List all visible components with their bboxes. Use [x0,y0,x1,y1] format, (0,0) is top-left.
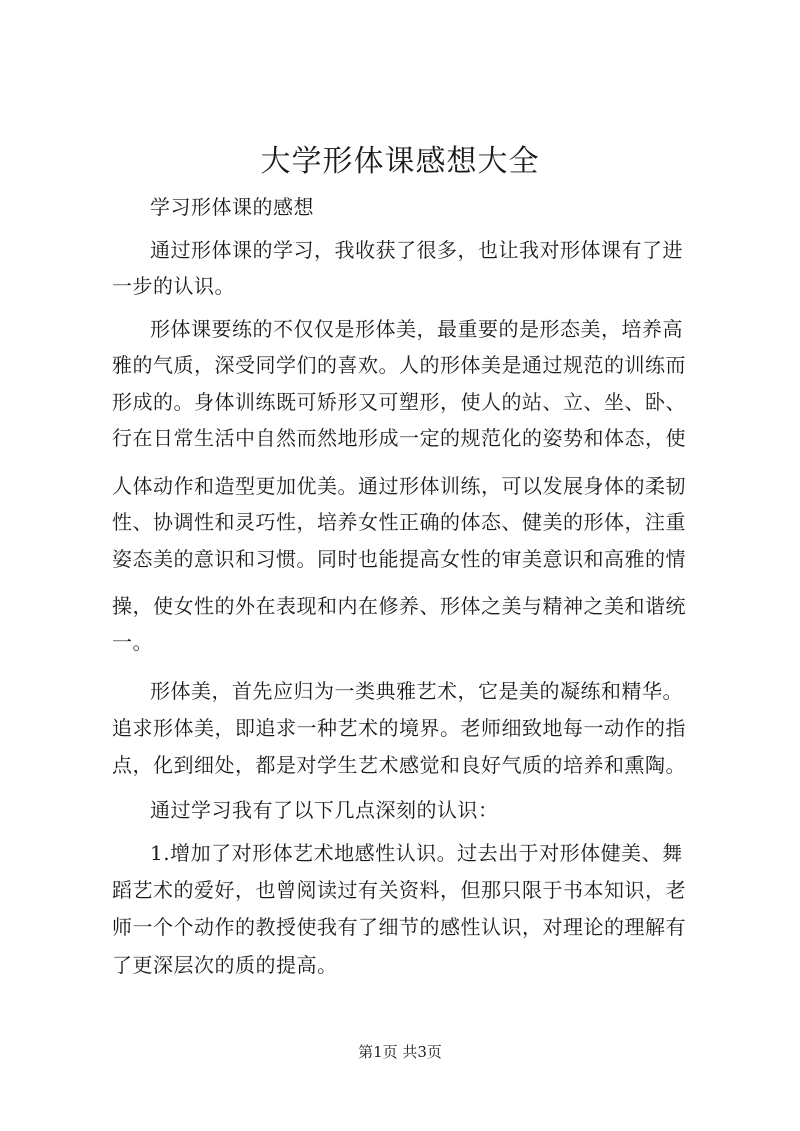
text-line: 形体美，首先应归为一类典雅艺术，它是美的凝练和精华。 [150,679,683,703]
text-line: 雅的气质，深受同学们的喜欢。人的形体美是通过规范的训练而 [112,353,686,377]
text-line: 通过学习我有了以下几点深刻的认识： [150,798,499,822]
subtitle-line: 学习形体课的感想 [150,195,314,219]
text-line: 行在日常生活中自然而然地形成一定的规范化的姿势和体态，使 [112,426,686,450]
text-line: 蹈艺术的爱好，也曾阅读过有关资料，但那只限于书本知识，老 [112,878,686,902]
text-line: 姿态美的意识和习惯。同时也能提高女性的审美意识和高雅的情 [112,547,686,571]
text-line: 点，化到细处，都是对学生艺术感觉和良好气质的培养和熏陶。 [112,753,686,777]
document-title: 大学形体课感想大全 [260,144,540,179]
text-line: 追求形体美，即追求一种艺术的境界。老师细致地每一动作的指 [112,716,686,740]
text-line: 形成的。身体训练既可矫形又可塑形，使人的站、立、坐、卧、 [112,390,686,414]
text-line: 人体动作和造型更加优美。通过形体训练，可以发展身体的柔韧 [112,474,686,498]
text-line: 一。 [112,630,153,654]
text-line: 性、协调性和灵巧性，培养女性正确的体态、健美的形体，注重 [112,510,686,534]
text-line: 师一个个动作的教授使我有了细节的感性认识，对理论的理解有 [112,915,686,939]
text-line: 了更深层次的质的提高。 [112,953,338,977]
text-line: 操，使女性的外在表现和内在修养、形体之美与精神之美和谐统 [112,594,686,618]
text-line: 1.增加了对形体艺术地感性认识。过去出于对形体健美、舞 [150,841,683,865]
text-line: 一步的认识。 [112,274,235,298]
page-footer: 第1页 共3页 [358,1043,442,1061]
text-line: 通过形体课的学习，我收获了很多，也让我对形体课有了进 [150,238,683,262]
text-line: 形体课要练的不仅仅是形体美，最重要的是形态美，培养高 [150,317,683,341]
